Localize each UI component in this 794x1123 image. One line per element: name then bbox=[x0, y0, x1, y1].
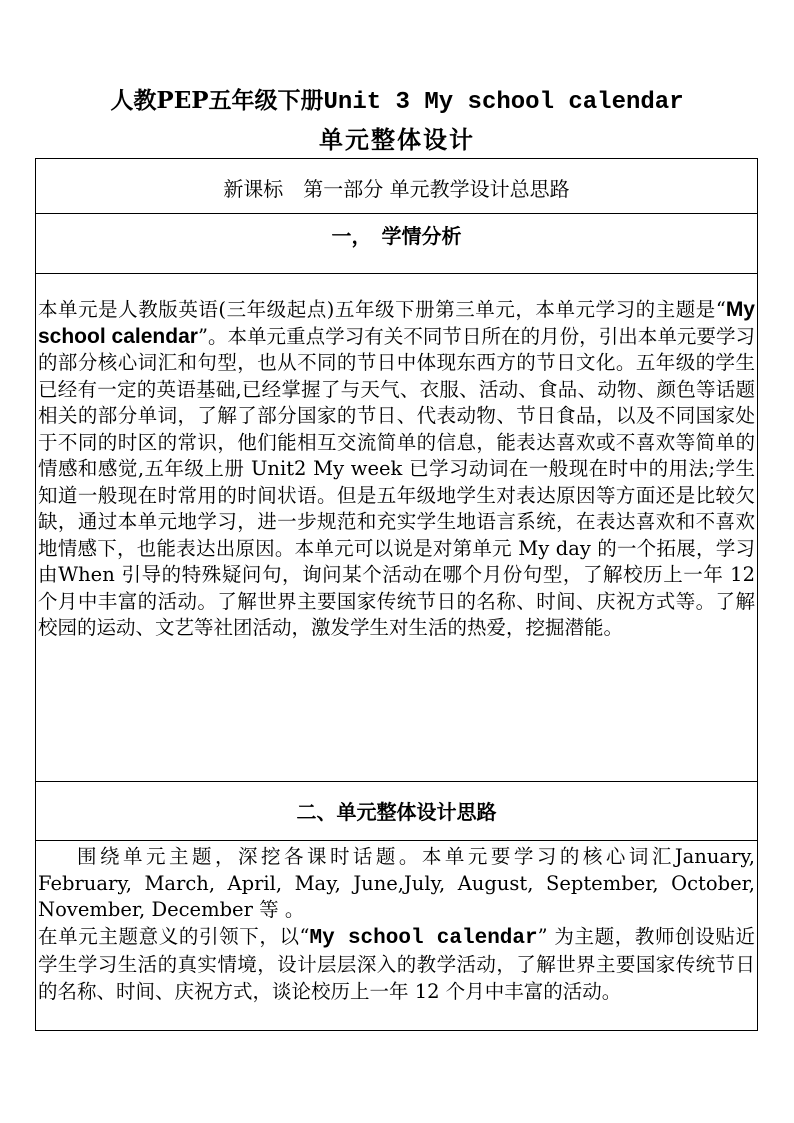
title-prefix: 人教PEP五年级下册 bbox=[110, 87, 324, 114]
table-row-analysis bbox=[36, 274, 757, 782]
analysis-theme: My school calendar bbox=[38, 298, 755, 348]
table-row-heading-design bbox=[36, 782, 757, 841]
design-theme-line bbox=[38, 924, 755, 1006]
document-title bbox=[0, 82, 794, 116]
design-heading: 二、单元整体设计思路 bbox=[296, 800, 497, 824]
design-text-c: 在单元主题意义的引领下，以“ bbox=[38, 924, 310, 948]
table-row-design bbox=[36, 841, 757, 1030]
title-unit: Unit 3 My school calendar bbox=[323, 89, 684, 116]
design-table bbox=[35, 158, 758, 1031]
analysis-text-b: ”。本单元重点学习有关不同节日所在的月份，引出本单元要学习的部分核心词汇和句型，也从不同的节日中体现东西方的节日文化。五年级的学生已经有一定的英语基础,已经掌握了与天气、衣服、活动、食品、动物、颜色等话题相关的部分单词，了解了部分国家的节日、代表动物、节日食品，以及不同国家处于不同的时区的常识，他们能相互交流简单的信息，能表达喜欢或不喜欢等简单的情感和感觉,五年级上册 Unit2 My week 已学习动词在一般现在时中的用法;学生知道一般现在时常用的时间状语。但是五年级地学生对表达原因等方面还是比较欠缺，通过本单元地学习，进一步规范和充实学生地语言系统，在表达喜欢和不喜欢地情感下，也能表达出原因。本单元可以说是对第单元 My day 的一个拓展，学习由When 引导的特殊疑问句，询问某个活动在哪个月份句型，了解校历上一年 12 个月中丰富的活动。了解世界主要国家传统节日的名称、时间、庆祝方式等。了解校园的运动、文艺等社团活动，激发学生对生活的热爱，挖掘潜能。 bbox=[38, 324, 755, 639]
document-subtitle: 单元整体设计 bbox=[319, 125, 475, 154]
design-theme: My school calendar bbox=[309, 926, 538, 950]
analysis-heading: 一， 学情分析 bbox=[331, 224, 462, 248]
design-text-d: ” 为主题，教师创设贴近学生学习生活的真实情境，设计层层深入的教学活动，了解世界主要国家传统节日的名称、时间、庆祝方式，谈论校历上一年 12 个月中丰富的活动。 bbox=[38, 924, 755, 1003]
design-paragraph bbox=[36, 841, 757, 1005]
design-vocab-line: 围绕单元主题，深挖各课时话题。本单元要学习的核心词汇January, February, March, April, May, June,July, August, September, October, November, December 等 。 bbox=[38, 845, 755, 921]
analysis-text-a: 本单元是人教版英语(三年级起点)五年级下册第三单元，本单元学习的主题是“ bbox=[38, 298, 726, 321]
section-part-heading: 新课标 第一部分 单元教学设计总思路 bbox=[223, 177, 570, 201]
analysis-paragraph bbox=[36, 157, 757, 642]
